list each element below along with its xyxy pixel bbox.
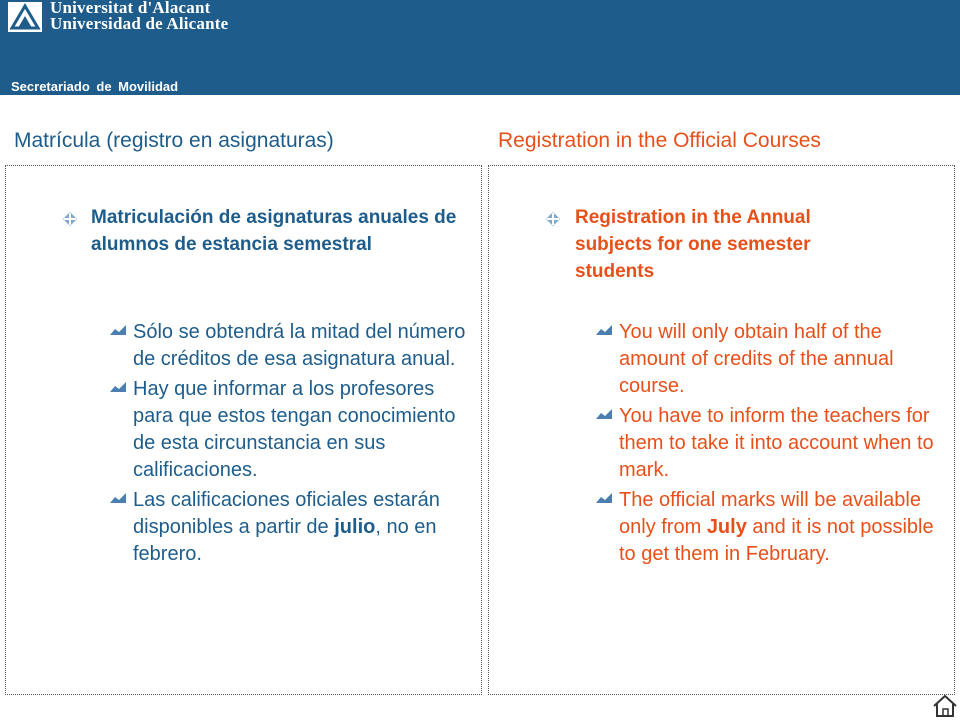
university-logo <box>8 2 42 32</box>
list-item-text: Las calificaciones oficiales estarán disponibles a partir de <box>133 489 440 538</box>
diamond-bullet-icon <box>546 212 560 226</box>
right-main-item: Registration in the Annual subjects for one semester students <box>575 207 811 282</box>
list-item-text-end: and it is not possible to get them in February. <box>619 516 934 565</box>
list-item <box>133 487 473 568</box>
list-item-text: Sólo se obtendrá la mitad del número de créditos de esa asignatura anual. <box>133 321 466 370</box>
list-item <box>619 319 949 400</box>
wave-bullet-icon <box>595 407 613 421</box>
wave-bullet-icon <box>109 323 127 337</box>
university-name-ca: Universitat d'Alacant <box>50 0 211 17</box>
left-main-item: Matriculación de asignaturas anuales de alumnos de estancia semestral <box>91 207 457 255</box>
list-item <box>619 487 949 568</box>
list-item-bold: julio <box>334 516 376 538</box>
left-sub-list <box>133 319 473 571</box>
university-name-es: Universidad de Alicante <box>50 14 229 33</box>
right-column-title: Registration in the Official Courses <box>498 129 821 152</box>
wave-bullet-icon <box>595 491 613 505</box>
home-icon[interactable] <box>932 694 958 718</box>
wave-bullet-icon <box>595 323 613 337</box>
list-item <box>133 376 473 484</box>
list-item-text: You will only obtain half of the amount of credits of the annual course. <box>619 321 894 397</box>
wave-bullet-icon <box>109 380 127 394</box>
left-panel <box>5 165 482 695</box>
list-item-bold: July <box>706 516 747 538</box>
list-item-text: You have to inform the teachers for them to take it into account when to mark. <box>619 405 934 481</box>
header-banner <box>0 0 960 95</box>
list-item-text-end: , no en febrero. <box>133 516 437 565</box>
list-item <box>133 319 473 373</box>
list-item-text: The official marks will be available only from <box>619 489 921 538</box>
right-sub-list <box>619 319 949 571</box>
list-item-text: Hay que informar a los profesores para que estos tengan conocimiento de esta circunstancia en sus calificaciones. <box>133 378 456 481</box>
department-name: Secretariado de Movilidad <box>11 79 179 94</box>
diamond-bullet-icon <box>63 212 77 226</box>
list-item <box>619 403 949 484</box>
right-panel <box>488 165 955 695</box>
wave-bullet-icon <box>109 491 127 505</box>
left-column-title: Matrícula (registro en asignaturas) <box>14 129 334 152</box>
